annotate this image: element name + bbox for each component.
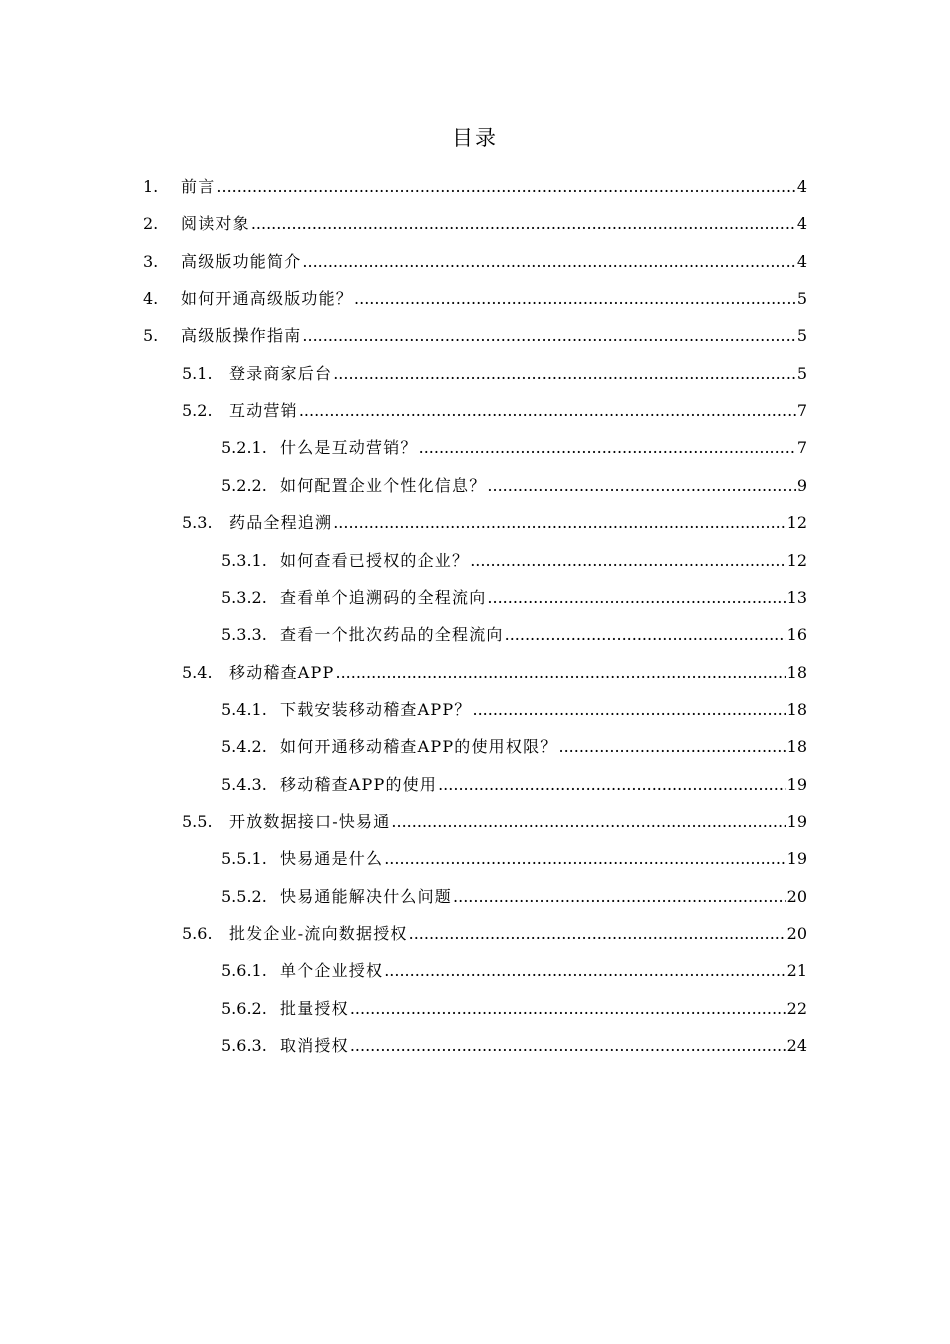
toc-leader-dots [409, 924, 786, 943]
toc-entry-page: 19 [786, 811, 807, 831]
toc-entry-number: 5.5.1. [221, 849, 267, 869]
toc-entry-number: 5.3.1. [221, 550, 267, 570]
toc-entry[interactable] [143, 323, 807, 347]
toc-entry-title: 移动稽查APP [229, 662, 335, 682]
toc-entry-title: 取消授权 [280, 1036, 349, 1056]
toc-entry[interactable] [221, 884, 807, 908]
toc-entry[interactable] [221, 996, 807, 1020]
toc-entry-page: 13 [786, 587, 807, 607]
toc-entry-page: 20 [786, 886, 807, 906]
toc-entry[interactable] [221, 958, 807, 982]
toc-entry-number: 2. [143, 214, 159, 234]
toc-entry-page: 22 [786, 998, 807, 1018]
toc-entry[interactable] [221, 846, 807, 870]
toc-entry-title: 移动稽查APP的使用 [280, 774, 438, 794]
toc-leader-dots [384, 849, 785, 868]
toc-entry-page: 21 [786, 961, 807, 981]
toc-leader-dots [251, 214, 796, 233]
toc-entry-number: 5.4.3. [221, 774, 267, 794]
toc-entry-page: 4 [796, 177, 807, 196]
toc-entry-page: 7 [796, 438, 807, 458]
toc-entry-number: 1. [143, 177, 159, 196]
toc-entry-page: 7 [796, 401, 807, 421]
toc-entry-title: 如何开通高级版功能？ [181, 289, 354, 309]
toc-leader-dots [350, 1036, 786, 1055]
toc-entry-page: 19 [786, 774, 807, 794]
toc-entry-number: 5.6.1. [221, 961, 267, 981]
toc-entry-number: 5.2. [182, 401, 213, 421]
toc-entry-title: 高级版操作指南 [181, 326, 302, 346]
toc-entry-page: 4 [796, 214, 807, 234]
toc-entry-title: 查看单个追溯码的全程流向 [280, 587, 487, 607]
toc-leader-dots [391, 812, 785, 831]
toc-entry[interactable] [182, 921, 807, 945]
toc-leader-dots [299, 401, 796, 420]
toc-entry-title: 快易通是什么 [280, 849, 384, 869]
toc-entry-title: 如何配置企业个性化信息？ [280, 475, 487, 495]
toc-entry-title: 批量授权 [280, 998, 349, 1018]
toc-leader-dots [333, 513, 785, 532]
toc-leader-dots [216, 177, 795, 196]
toc-entry-number: 5.3.3. [221, 625, 267, 645]
toc-entry-title: 登录商家后台 [229, 363, 333, 383]
toc-entry[interactable] [221, 1033, 807, 1057]
toc-entry[interactable] [221, 622, 807, 646]
toc-entry-page: 5 [796, 326, 807, 346]
toc-leader-dots [384, 961, 785, 980]
toc-entry-number: 5.1. [182, 363, 213, 383]
toc-entry-number: 5.6. [182, 924, 213, 943]
toc-entry-page: 9 [796, 475, 807, 495]
toc-entry[interactable] [182, 660, 807, 684]
toc-leader-dots [333, 364, 796, 383]
toc-entry-title: 前言 [181, 177, 216, 196]
toc-entry-title: 什么是互动营销？ [280, 438, 418, 458]
toc-entry-number: 5.2.2. [221, 475, 267, 495]
toc-leader-dots [302, 326, 795, 345]
toc-leader-dots [350, 999, 786, 1018]
toc-leader-dots [336, 663, 786, 682]
toc-entry-title: 如何开通移动稽查APP的使用权限？ [280, 737, 558, 757]
toc-leader-dots [453, 887, 786, 906]
toc-leader-dots [438, 775, 786, 794]
toc-entry[interactable] [221, 435, 807, 459]
toc-entry-number: 5.4.2. [221, 737, 267, 757]
toc-entry-number: 5. [143, 326, 159, 346]
toc-entry-number: 5.6.3. [221, 1036, 267, 1056]
toc-leader-dots [302, 252, 795, 271]
toc-entry-title: 互动营销 [229, 401, 298, 421]
toc-entry[interactable] [221, 734, 807, 758]
toc-entry[interactable] [221, 585, 807, 609]
toc-entry-title: 快易通能解决什么问题 [280, 886, 453, 906]
toc-entry[interactable] [182, 510, 807, 534]
toc-entry[interactable] [143, 286, 807, 310]
toc-entry-page: 18 [786, 737, 807, 757]
toc-entry-page: 24 [786, 1036, 807, 1056]
toc-entry-title: 如何查看已授权的企业？ [280, 550, 470, 570]
toc-entry-number: 3. [143, 251, 159, 271]
toc-entry-title: 查看一个批次药品的全程流向 [280, 625, 504, 645]
toc-entry[interactable] [221, 697, 807, 721]
toc-entry-number: 5.2.1. [221, 438, 267, 458]
toc-entry-page: 5 [796, 289, 807, 309]
toc-entry-title: 高级版功能简介 [181, 251, 302, 271]
toc-leader-dots [354, 289, 796, 308]
toc-entry-page: 19 [786, 849, 807, 869]
toc-leader-dots [419, 438, 796, 457]
toc-leader-dots [473, 700, 786, 719]
toc-entry[interactable] [143, 249, 807, 273]
toc-entry-page: 12 [786, 550, 807, 570]
toc-title: 目录 [452, 126, 498, 150]
toc-entry[interactable] [143, 211, 807, 235]
toc-entry-page: 18 [786, 699, 807, 719]
toc-leader-dots [487, 588, 785, 607]
toc-entry-title: 药品全程追溯 [229, 513, 333, 533]
toc-leader-dots [470, 551, 785, 570]
toc-entry-title: 单个企业授权 [280, 961, 384, 981]
toc-entry-number: 5.6.2. [221, 998, 267, 1018]
toc-entry-page: 12 [786, 513, 807, 533]
toc-entry-page: 5 [796, 363, 807, 383]
toc-entry[interactable] [143, 174, 807, 198]
toc-entry-number: 5.3. [182, 513, 213, 533]
toc-entry[interactable] [182, 398, 807, 422]
toc-entry-title: 批发企业-流向数据授权 [229, 924, 408, 943]
toc-entry-number: 5.3.2. [221, 587, 267, 607]
toc-entry-page: 20 [786, 924, 807, 943]
toc-entry-number: 5.4. [182, 662, 213, 682]
toc-entry-title: 开放数据接口-快易通 [229, 811, 391, 831]
toc-leader-dots [559, 737, 786, 756]
toc-entry[interactable] [221, 473, 807, 497]
toc-entry-number: 5.4.1. [221, 699, 267, 719]
toc-leader-dots [505, 625, 786, 644]
toc-entry-title: 阅读对象 [181, 214, 250, 234]
toc-entry-page: 4 [796, 251, 807, 271]
toc-entry-number: 5.5. [182, 811, 213, 831]
toc-entry[interactable] [182, 361, 807, 385]
toc-entry-number: 4. [143, 289, 159, 309]
toc-entry[interactable] [182, 809, 807, 833]
toc-entry[interactable] [221, 772, 807, 796]
toc-entry-page: 18 [786, 662, 807, 682]
toc-entry-page: 16 [786, 625, 807, 645]
toc-entry-title: 下载安装移动稽查APP？ [280, 699, 472, 719]
toc-leader-dots [487, 476, 795, 495]
toc-entry[interactable] [221, 548, 807, 572]
toc-entry-number: 5.5.2. [221, 886, 267, 906]
